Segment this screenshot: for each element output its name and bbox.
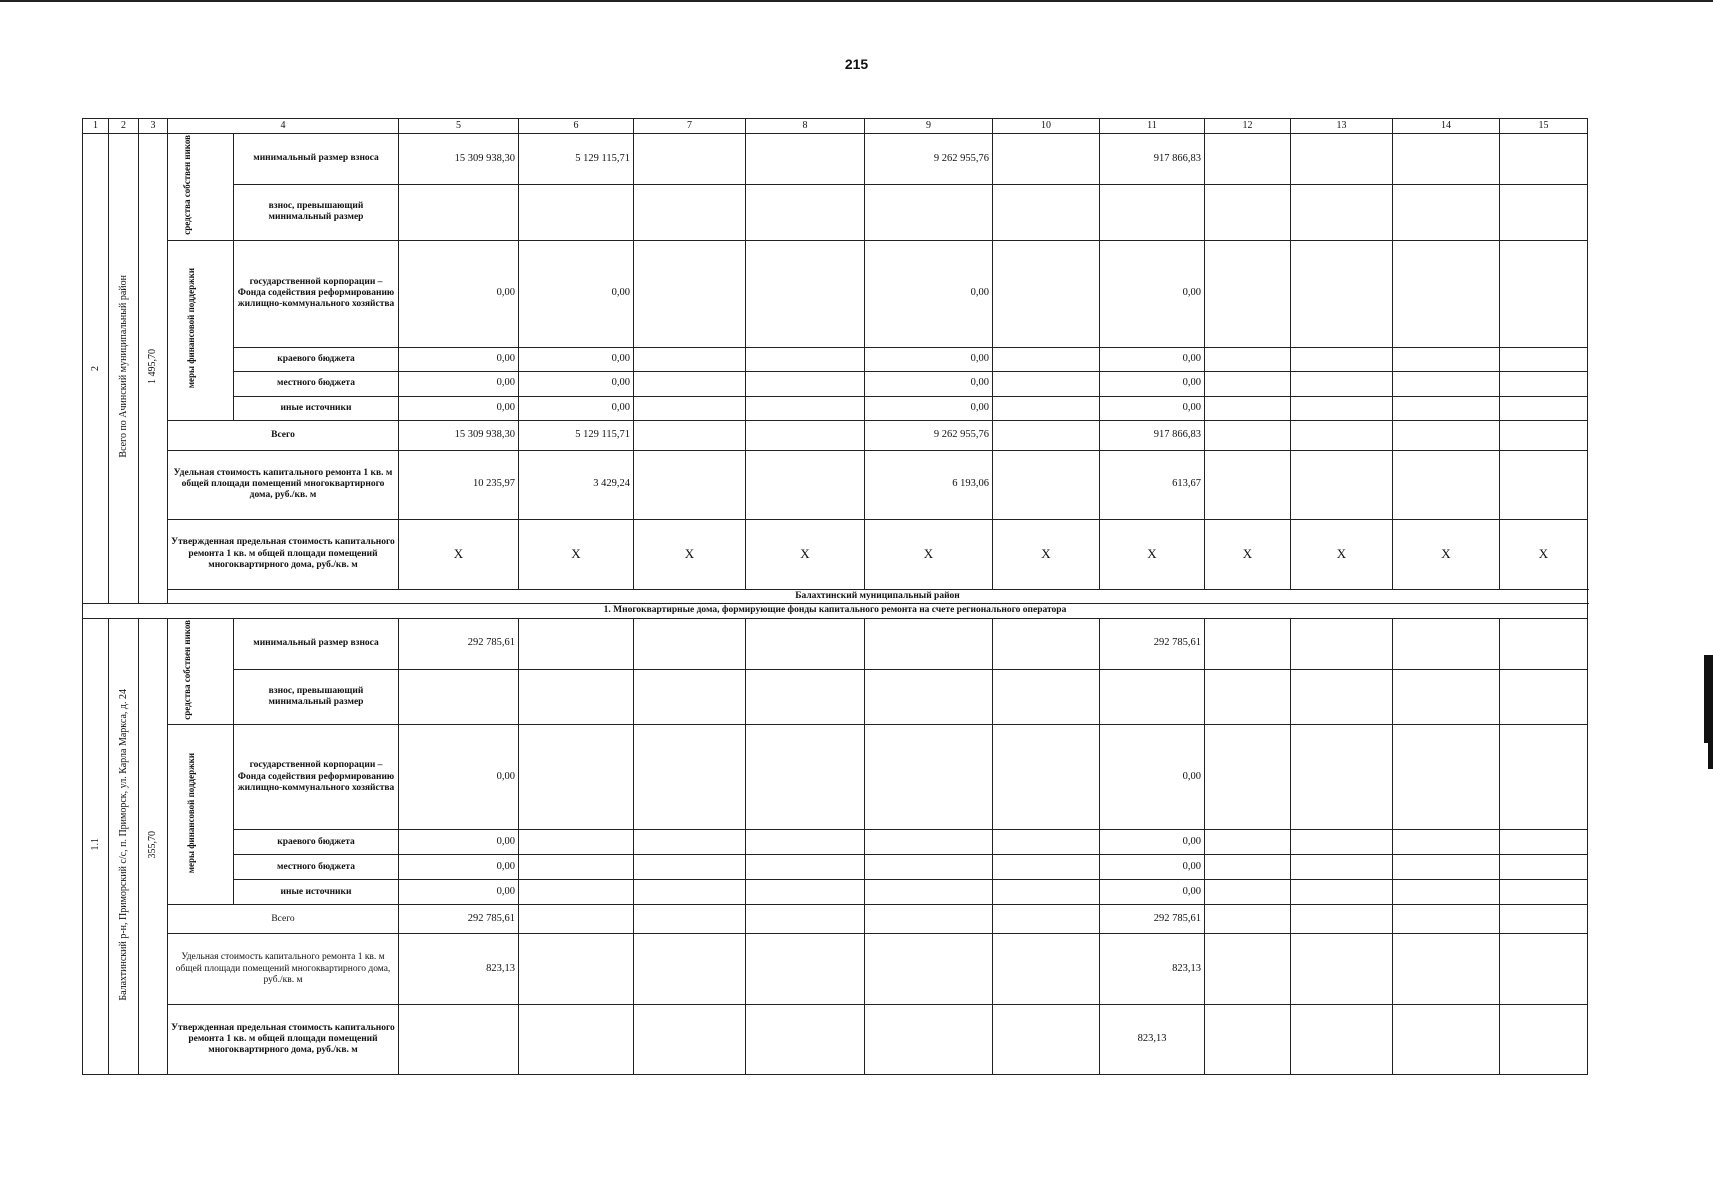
table-cell bbox=[634, 371, 746, 396]
table-row bbox=[83, 669, 1588, 725]
table-cell bbox=[1205, 450, 1291, 519]
table-cell bbox=[1500, 830, 1588, 855]
total-row bbox=[83, 420, 1588, 450]
table-cell bbox=[634, 855, 746, 880]
table-cell bbox=[519, 669, 634, 725]
table-cell bbox=[1393, 905, 1500, 934]
table-cell: 292 785,61 bbox=[399, 905, 519, 934]
table-cell bbox=[1500, 134, 1588, 185]
header-col-6: 6 bbox=[519, 119, 634, 134]
header-col-10: 10 bbox=[993, 119, 1100, 134]
table-cell: X bbox=[1500, 519, 1588, 589]
table-cell bbox=[1393, 371, 1500, 396]
table-cell bbox=[1291, 880, 1393, 905]
table-cell bbox=[1393, 347, 1500, 371]
table-cell bbox=[865, 934, 993, 1005]
table-cell bbox=[1393, 669, 1500, 725]
row-label: минимальный размер взноса bbox=[234, 618, 399, 669]
table-cell bbox=[1205, 934, 1291, 1005]
row-label: иные источники bbox=[234, 396, 399, 420]
header-col-14: 14 bbox=[1393, 119, 1500, 134]
header-col-1: 1 bbox=[83, 119, 109, 134]
table-cell bbox=[1291, 240, 1393, 347]
table-cell: 0,00 bbox=[399, 240, 519, 347]
table-cell: X bbox=[746, 519, 865, 589]
table-cell bbox=[865, 725, 993, 830]
table-cell bbox=[634, 240, 746, 347]
table-cell bbox=[993, 669, 1100, 725]
table-cell bbox=[1100, 185, 1205, 241]
table-cell bbox=[1500, 185, 1588, 241]
header-col-12: 12 bbox=[1205, 119, 1291, 134]
table-row bbox=[83, 830, 1588, 855]
table-cell bbox=[1393, 725, 1500, 830]
table-cell: 15 309 938,30 bbox=[399, 134, 519, 185]
table-cell: 292 785,61 bbox=[399, 618, 519, 669]
table-cell bbox=[746, 240, 865, 347]
own-funds-label: средства собствен ников bbox=[181, 619, 192, 720]
table-cell: 9 262 955,76 bbox=[865, 420, 993, 450]
table-cell bbox=[1205, 669, 1291, 725]
table-cell: 613,67 bbox=[1100, 450, 1205, 519]
table-cell bbox=[1291, 669, 1393, 725]
header-col-9: 9 bbox=[865, 119, 993, 134]
table-cell bbox=[993, 934, 1100, 1005]
table-cell bbox=[1205, 725, 1291, 830]
table-cell: 292 785,61 bbox=[1100, 618, 1205, 669]
table-cell bbox=[746, 880, 865, 905]
table-cell bbox=[1393, 880, 1500, 905]
table-cell bbox=[634, 880, 746, 905]
table-cell bbox=[634, 725, 746, 830]
page-number: 215 bbox=[844, 56, 869, 72]
table-cell bbox=[993, 396, 1100, 420]
support-label: меры финансовой поддержки bbox=[185, 268, 196, 389]
table-cell bbox=[1393, 450, 1500, 519]
row-number-cell bbox=[83, 134, 109, 604]
total-label: Всего bbox=[168, 420, 399, 450]
total-label: Всего bbox=[168, 905, 399, 934]
table-cell bbox=[634, 185, 746, 241]
header-row bbox=[83, 119, 1588, 134]
table-cell: 0,00 bbox=[865, 347, 993, 371]
table-cell bbox=[865, 669, 993, 725]
table-cell bbox=[1393, 830, 1500, 855]
table-cell bbox=[993, 185, 1100, 241]
table-cell: X bbox=[993, 519, 1100, 589]
table-cell: 0,00 bbox=[1100, 880, 1205, 905]
table-cell bbox=[1393, 185, 1500, 241]
header-col-13: 13 bbox=[1291, 119, 1393, 134]
table-cell bbox=[993, 450, 1100, 519]
table-cell bbox=[993, 725, 1100, 830]
table-cell bbox=[1205, 855, 1291, 880]
table-cell: 0,00 bbox=[399, 396, 519, 420]
table-cell bbox=[865, 905, 993, 934]
table-cell bbox=[634, 618, 746, 669]
table-cell: 3 429,24 bbox=[519, 450, 634, 519]
table-cell bbox=[1500, 371, 1588, 396]
row-label: краевого бюджета bbox=[234, 347, 399, 371]
table-cell bbox=[634, 669, 746, 725]
row-number: 2 bbox=[89, 365, 101, 371]
table-row bbox=[83, 371, 1588, 396]
table-cell bbox=[1393, 855, 1500, 880]
table-cell bbox=[1291, 396, 1393, 420]
table-row bbox=[83, 725, 1588, 830]
table-cell bbox=[519, 618, 634, 669]
district-name-cell bbox=[109, 134, 139, 604]
table-row bbox=[83, 618, 1588, 669]
table-row bbox=[83, 396, 1588, 420]
table-cell bbox=[1291, 134, 1393, 185]
table-cell bbox=[746, 371, 865, 396]
table-cell bbox=[1291, 450, 1393, 519]
table-cell bbox=[1500, 618, 1588, 669]
table-cell bbox=[1205, 240, 1291, 347]
table-cell bbox=[1500, 396, 1588, 420]
table-cell bbox=[519, 934, 634, 1005]
header-col-11: 11 bbox=[1100, 119, 1205, 134]
table-cell bbox=[746, 855, 865, 880]
table-cell bbox=[1291, 725, 1393, 830]
unit-cost-row bbox=[83, 934, 1588, 1005]
table-cell: 823,13 bbox=[1100, 934, 1205, 1005]
scan-edge-mark bbox=[1704, 655, 1713, 743]
table-cell bbox=[1500, 880, 1588, 905]
table-cell: 0,00 bbox=[399, 880, 519, 905]
table-cell bbox=[519, 185, 634, 241]
table-cell bbox=[634, 347, 746, 371]
table-cell: X bbox=[865, 519, 993, 589]
table-cell: 0,00 bbox=[1100, 347, 1205, 371]
table-cell bbox=[865, 1005, 993, 1075]
table-cell bbox=[634, 830, 746, 855]
table-cell bbox=[865, 855, 993, 880]
row-label: взнос, превышающий минимальный размер bbox=[234, 669, 399, 725]
table-cell bbox=[634, 134, 746, 185]
table-row bbox=[83, 185, 1588, 241]
table-cell: 9 262 955,76 bbox=[865, 134, 993, 185]
table-cell bbox=[634, 1005, 746, 1075]
table-cell bbox=[1500, 347, 1588, 371]
table-cell: X bbox=[399, 519, 519, 589]
unit-cost-row bbox=[83, 450, 1588, 519]
row-label: государственной корпорации – Фонда содействия реформированию жилищно-коммунального хозяйства bbox=[234, 240, 399, 347]
table-cell bbox=[993, 371, 1100, 396]
table-cell bbox=[1393, 240, 1500, 347]
table-cell bbox=[1205, 880, 1291, 905]
table-cell bbox=[746, 347, 865, 371]
row-label: иные источники bbox=[234, 880, 399, 905]
section-heading: 1. Многоквартирные дома, формирующие фонды капитального ремонта на счете регионального оператора bbox=[83, 604, 1588, 618]
table-cell bbox=[1205, 420, 1291, 450]
table-cell: X bbox=[1100, 519, 1205, 589]
table-cell bbox=[1291, 830, 1393, 855]
table-cell: 823,13 bbox=[1100, 1005, 1205, 1075]
approved-limit-label: Утвержденная предельная стоимость капитального ремонта 1 кв. м общей площади помещений многоквартирного дома, руб./кв. м bbox=[168, 1005, 399, 1075]
table-cell: 917 866,83 bbox=[1100, 134, 1205, 185]
own-funds-label: средства собствен ников bbox=[181, 135, 192, 235]
table-cell bbox=[1291, 185, 1393, 241]
table-row bbox=[83, 880, 1588, 905]
table-cell bbox=[746, 934, 865, 1005]
table-cell bbox=[634, 905, 746, 934]
table-row bbox=[83, 134, 1588, 185]
approved-limit-label: Утвержденная предельная стоимость капитального ремонта 1 кв. м общей площади помещений многоквартирного дома, руб./кв. м bbox=[168, 519, 399, 589]
table-cell bbox=[1205, 371, 1291, 396]
section-heading-row bbox=[83, 604, 1588, 618]
table-cell bbox=[746, 396, 865, 420]
table-cell bbox=[1291, 934, 1393, 1005]
table-cell bbox=[1500, 934, 1588, 1005]
top-border-line bbox=[0, 0, 1713, 2]
table-cell: 0,00 bbox=[399, 855, 519, 880]
table-cell bbox=[519, 905, 634, 934]
table-cell bbox=[1500, 240, 1588, 347]
table-cell bbox=[1205, 618, 1291, 669]
table-cell: 5 129 115,71 bbox=[519, 420, 634, 450]
own-funds-group bbox=[168, 618, 234, 725]
table-cell bbox=[746, 1005, 865, 1075]
row-label: местного бюджета bbox=[234, 371, 399, 396]
table-cell bbox=[1100, 669, 1205, 725]
unit-cost-label: Удельная стоимость капитального ремонта 1 кв. м общей площади помещений многоквартирного дома, руб./кв. м bbox=[168, 450, 399, 519]
table-cell bbox=[1291, 618, 1393, 669]
header-col-5: 5 bbox=[399, 119, 519, 134]
table-cell bbox=[1500, 855, 1588, 880]
table-cell: 5 129 115,71 bbox=[519, 134, 634, 185]
table-cell bbox=[993, 618, 1100, 669]
header-col-2: 2 bbox=[109, 119, 139, 134]
area-value: 355,70 bbox=[147, 830, 158, 859]
table-cell bbox=[993, 905, 1100, 934]
total-row bbox=[83, 905, 1588, 934]
table-cell: 0,00 bbox=[865, 240, 993, 347]
table-cell: 0,00 bbox=[399, 347, 519, 371]
table-cell bbox=[993, 830, 1100, 855]
table-cell bbox=[746, 450, 865, 519]
table-cell bbox=[865, 185, 993, 241]
table-cell: 0,00 bbox=[1100, 855, 1205, 880]
table-cell: 917 866,83 bbox=[1100, 420, 1205, 450]
table-cell bbox=[865, 880, 993, 905]
table-cell: 0,00 bbox=[1100, 396, 1205, 420]
header-col-4: 4 bbox=[168, 119, 399, 134]
row-number-cell bbox=[83, 618, 109, 1075]
table-cell: X bbox=[1205, 519, 1291, 589]
row-label: взнос, превышающий минимальный размер bbox=[234, 185, 399, 241]
table-cell: X bbox=[1291, 519, 1393, 589]
table-cell bbox=[1291, 347, 1393, 371]
table-cell bbox=[746, 134, 865, 185]
table-cell bbox=[634, 396, 746, 420]
table-cell bbox=[1205, 134, 1291, 185]
table-cell: 0,00 bbox=[1100, 830, 1205, 855]
support-group bbox=[168, 725, 234, 905]
table-cell bbox=[1205, 396, 1291, 420]
table-cell bbox=[519, 880, 634, 905]
table-cell bbox=[1205, 347, 1291, 371]
table-cell: 10 235,97 bbox=[399, 450, 519, 519]
table-cell bbox=[1500, 450, 1588, 519]
table-cell: 0,00 bbox=[399, 371, 519, 396]
header-col-8: 8 bbox=[746, 119, 865, 134]
table-cell bbox=[1500, 905, 1588, 934]
table-cell bbox=[634, 420, 746, 450]
table-cell bbox=[993, 855, 1100, 880]
table-cell bbox=[399, 1005, 519, 1075]
approved-limit-row bbox=[83, 1005, 1588, 1075]
table-cell bbox=[993, 420, 1100, 450]
scan-edge-mark-lower bbox=[1708, 743, 1713, 769]
district-heading: Балахтинский муниципальный район bbox=[168, 589, 1588, 603]
table-cell: 0,00 bbox=[1100, 725, 1205, 830]
table-cell bbox=[1500, 1005, 1588, 1075]
table-cell bbox=[1205, 830, 1291, 855]
table-cell: 0,00 bbox=[519, 371, 634, 396]
table-cell bbox=[519, 830, 634, 855]
table-cell bbox=[746, 618, 865, 669]
row-label: местного бюджета bbox=[234, 855, 399, 880]
table-cell: X bbox=[1393, 519, 1500, 589]
table-cell bbox=[1500, 420, 1588, 450]
table-cell bbox=[993, 880, 1100, 905]
address-cell bbox=[109, 618, 139, 1075]
table-cell bbox=[1205, 905, 1291, 934]
table-cell bbox=[1205, 1005, 1291, 1075]
area-value: 1 495,70 bbox=[147, 349, 158, 385]
table-cell bbox=[1500, 725, 1588, 830]
table-cell bbox=[519, 1005, 634, 1075]
table-cell: 0,00 bbox=[519, 396, 634, 420]
header-col-7: 7 bbox=[634, 119, 746, 134]
table-row bbox=[83, 347, 1588, 371]
table-cell: X bbox=[634, 519, 746, 589]
row-label: краевого бюджета bbox=[234, 830, 399, 855]
table-cell: 0,00 bbox=[519, 240, 634, 347]
table-row bbox=[83, 855, 1588, 880]
table-cell bbox=[746, 830, 865, 855]
table-cell bbox=[1291, 420, 1393, 450]
table-cell bbox=[519, 855, 634, 880]
table-cell bbox=[399, 185, 519, 241]
table-cell: 15 309 938,30 bbox=[399, 420, 519, 450]
table-cell bbox=[865, 618, 993, 669]
table-cell: 0,00 bbox=[399, 830, 519, 855]
table-cell bbox=[993, 1005, 1100, 1075]
table-cell bbox=[746, 669, 865, 725]
header-col-15: 15 bbox=[1500, 119, 1588, 134]
table-cell: 0,00 bbox=[519, 347, 634, 371]
table-cell bbox=[993, 240, 1100, 347]
table-cell bbox=[746, 725, 865, 830]
area-cell bbox=[139, 134, 168, 604]
table-cell bbox=[1291, 905, 1393, 934]
table-cell bbox=[1393, 134, 1500, 185]
row-number: 1.1 bbox=[89, 838, 101, 851]
house-address: Балахтинский р-н, Приморский с/с, п. Приморск, ул. Карла Маркса, д. 24 bbox=[117, 688, 129, 1001]
row-label: государственной корпорации – Фонда содействия реформированию жилищно-коммунального хозяйства bbox=[234, 725, 399, 830]
district-heading-row bbox=[83, 589, 1588, 603]
table-cell bbox=[746, 420, 865, 450]
table-cell: 6 193,06 bbox=[865, 450, 993, 519]
table-cell bbox=[1393, 934, 1500, 1005]
district-name: Всего по Ачинский муниципальный район bbox=[117, 275, 129, 458]
table-cell bbox=[634, 450, 746, 519]
table-cell bbox=[993, 134, 1100, 185]
table-cell: 0,00 bbox=[1100, 240, 1205, 347]
table-cell bbox=[1393, 396, 1500, 420]
table-cell bbox=[1205, 185, 1291, 241]
table-cell bbox=[1500, 669, 1588, 725]
table-cell bbox=[746, 185, 865, 241]
table-row bbox=[83, 240, 1588, 347]
table-cell bbox=[634, 934, 746, 1005]
header-col-3: 3 bbox=[139, 119, 168, 134]
table-cell: 292 785,61 bbox=[1100, 905, 1205, 934]
support-label: меры финансовой поддержки bbox=[185, 752, 196, 873]
table-cell bbox=[1291, 855, 1393, 880]
approved-limit-row bbox=[83, 519, 1588, 589]
area-cell bbox=[139, 618, 168, 1075]
table-cell bbox=[399, 669, 519, 725]
capital-repair-table bbox=[82, 118, 1588, 1075]
table-cell bbox=[993, 347, 1100, 371]
table-cell: 0,00 bbox=[1100, 371, 1205, 396]
row-label: минимальный размер взноса bbox=[234, 134, 399, 185]
table-cell bbox=[1291, 1005, 1393, 1075]
unit-cost-label: Удельная стоимость капитального ремонта 1 кв. м общей площади помещений многоквартирного дома, руб./кв. м bbox=[168, 934, 399, 1005]
table-cell: 0,00 bbox=[865, 371, 993, 396]
table-cell: 0,00 bbox=[399, 725, 519, 830]
own-funds-group bbox=[168, 134, 234, 241]
table-cell: 0,00 bbox=[865, 396, 993, 420]
table-cell bbox=[519, 725, 634, 830]
table-cell bbox=[1393, 618, 1500, 669]
table-cell: X bbox=[519, 519, 634, 589]
table-cell bbox=[1291, 371, 1393, 396]
support-group bbox=[168, 240, 234, 420]
table-cell bbox=[746, 905, 865, 934]
table-cell bbox=[1393, 1005, 1500, 1075]
table-cell: 823,13 bbox=[399, 934, 519, 1005]
table-cell bbox=[1393, 420, 1500, 450]
table-cell bbox=[865, 830, 993, 855]
